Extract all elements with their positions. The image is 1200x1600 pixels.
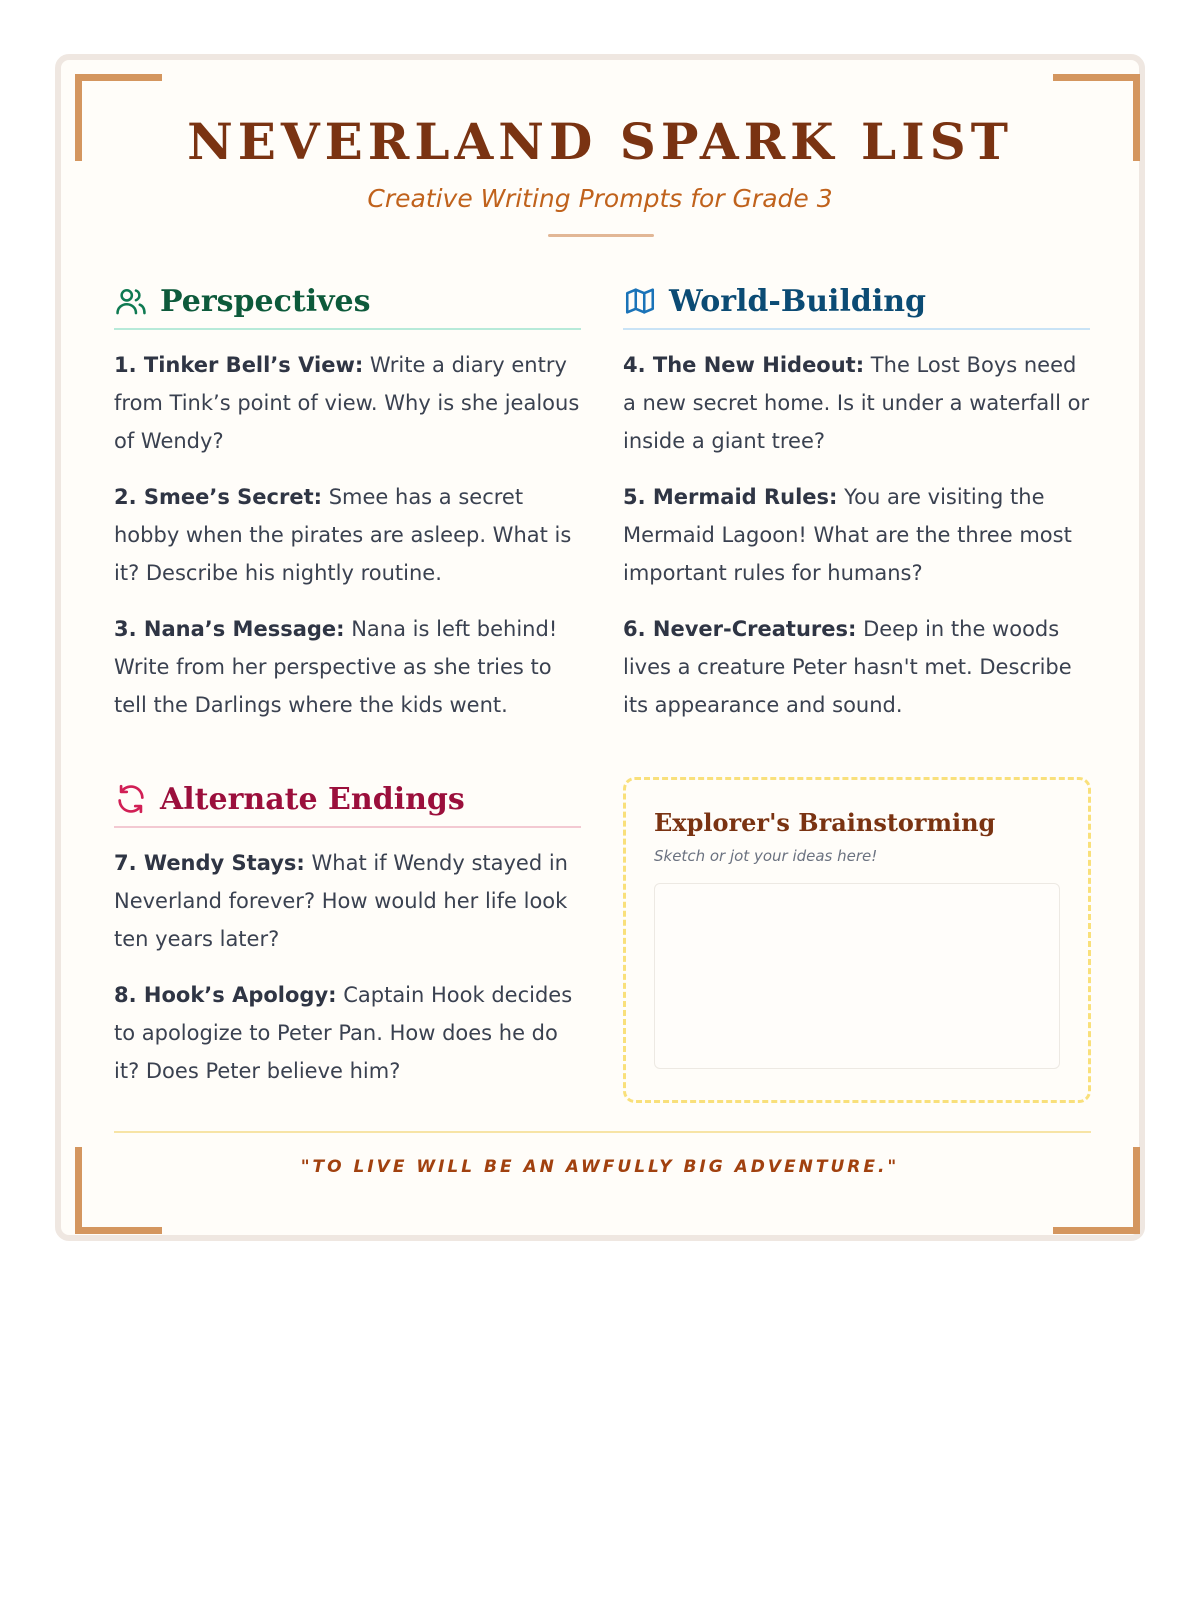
prompt-item (114, 346, 581, 460)
section-heading: Alternate Endings (160, 781, 465, 817)
section-heading: World-Building (669, 283, 927, 319)
prompt-text: Captain Hook decides to apologize to Peter Pan. How does he do it? Does Peter believe him? (114, 983, 573, 1083)
prompt-lead: 7. Wendy Stays: (114, 851, 305, 875)
prompt-text: Nana is left behind! Write from her perspective as she tries to tell the Darlings where the kids went. (114, 617, 558, 717)
prompt-text: Smee has a secret hobby when the pirates are asleep. What is it? Describe his nightly routine. (114, 485, 572, 585)
prompt-lead: 2. Smee’s Secret: (114, 485, 323, 509)
section-header (623, 278, 1090, 330)
page-title: NEVERLAND SPARK LIST (187, 112, 1013, 171)
brainstorm-subtitle: Sketch or jot your ideas here! (654, 847, 878, 865)
prompt-item (623, 610, 1090, 724)
prompt-item (623, 346, 1090, 460)
prompt-list (623, 346, 1090, 724)
refresh-icon (114, 782, 148, 816)
footer-quote: "TO LIVE WILL BE AN AWFULLY BIG ADVENTURE." (300, 1157, 900, 1177)
section-heading: Perspectives (160, 283, 371, 319)
prompt-lead: 3. Nana’s Message: (114, 617, 345, 641)
prompt-text: You are visiting the Mermaid Lagoon! What are the three most important rules for humans? (623, 485, 1072, 585)
prompt-list (114, 844, 581, 1090)
page-subtitle: Creative Writing Prompts for Grade 3 (367, 184, 833, 213)
prompt-item (114, 976, 581, 1090)
title-divider (548, 234, 654, 237)
map-icon (623, 284, 657, 318)
brainstorm-title: Explorer's Brainstorming (654, 808, 996, 837)
prompt-text: The Lost Boys need a new secret home. Is it under a waterfall or inside a giant tree? (623, 353, 1090, 453)
prompt-lead: 8. Hook’s Apology: (114, 983, 337, 1007)
section-header (114, 776, 581, 828)
prompt-list (114, 346, 581, 724)
prompt-lead: 1. Tinker Bell’s View: (114, 353, 364, 377)
footer-divider (114, 1131, 1091, 1133)
brainstorm-box (623, 777, 1091, 1103)
prompt-item (623, 478, 1090, 592)
prompt-item (114, 844, 581, 958)
section-header (114, 278, 581, 330)
users-icon (114, 284, 148, 318)
section-alternate-endings (114, 776, 581, 1090)
prompt-item (114, 478, 581, 592)
prompt-lead: 5. Mermaid Rules: (623, 485, 838, 509)
section-perspectives (114, 278, 581, 724)
section-world-building (623, 278, 1090, 724)
prompt-text: What if Wendy stayed in Neverland forever? How would her life look ten years later? (114, 851, 568, 951)
prompt-lead: 6. Never-Creatures: (623, 617, 857, 641)
prompt-text: Deep in the woods lives a creature Peter hasn't met. Describe its appearance and sound. (623, 617, 1072, 717)
prompt-lead: 4. The New Hideout: (623, 353, 865, 377)
prompt-item (114, 610, 581, 724)
brainstorm-sketch-area[interactable] (654, 883, 1060, 1069)
prompt-text: Write a diary entry from Tink’s point of view. Why is she jealous of Wendy? (114, 353, 580, 453)
